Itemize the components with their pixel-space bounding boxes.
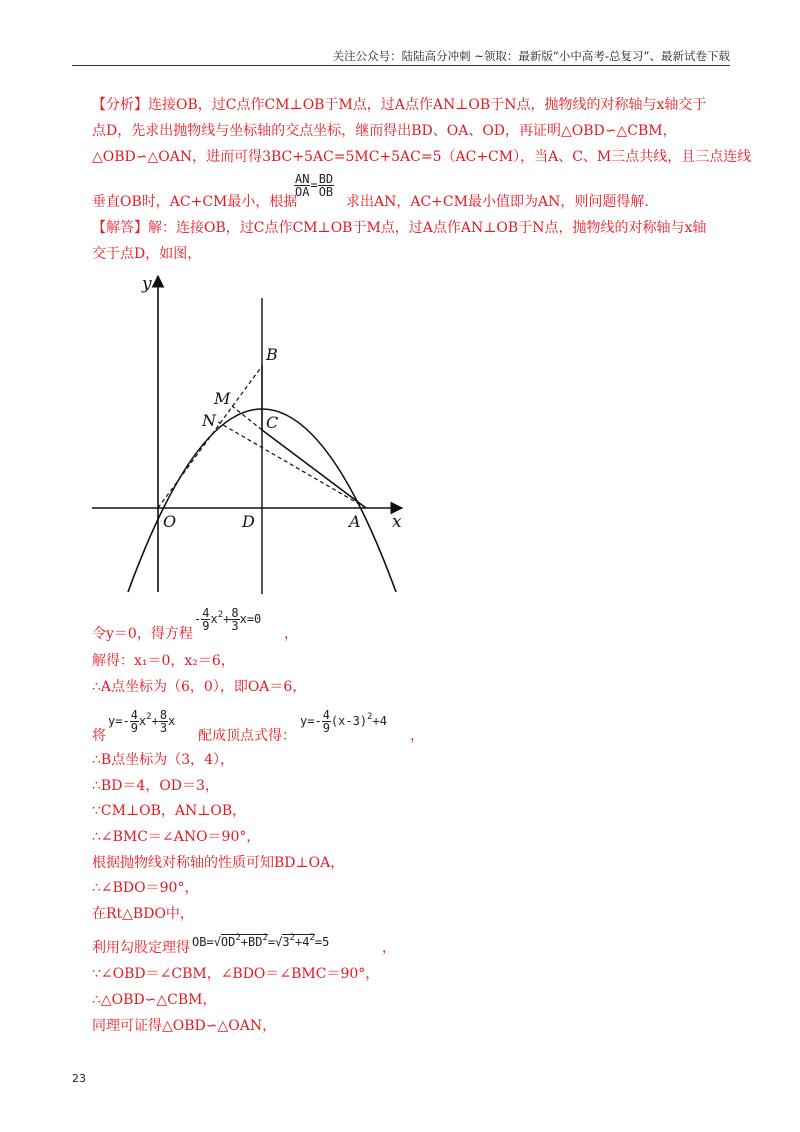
step-4-mid: 配成顶点式得： xyxy=(198,728,296,744)
equation-pythagorean: $OB=√OD^2+BD^2=√3^2+4^2=5$ xyxy=(192,933,330,949)
label-d: D xyxy=(242,512,255,531)
step-3: ∴A点坐标为（6，0），即OA＝6， xyxy=(92,679,307,695)
step-5: ∴B点坐标为（3，4）， xyxy=(92,752,235,768)
label-a: A xyxy=(349,512,361,531)
step-12-pre: 利用勾股定理得 xyxy=(92,940,190,956)
step-15: 同理可证得△OBD∽△OAN， xyxy=(92,1018,277,1034)
label-b: B xyxy=(266,345,278,364)
equation-vertex-form: y=- $\frac{4}{9}$ $(x-3)^2+4$ xyxy=(300,708,387,735)
fraction-bd-ob: $\frac{BD}{OB}$ xyxy=(318,172,334,199)
step-4-pre: 将 xyxy=(92,728,106,744)
step-6: ∴BD＝4，OD＝3， xyxy=(92,778,219,794)
label-c: C xyxy=(266,413,279,432)
segment-ca xyxy=(262,430,366,508)
step-4-post: ， xyxy=(410,728,424,744)
step-8: ∴∠BMC＝∠ANO＝90°， xyxy=(92,829,261,845)
header-rule xyxy=(72,65,730,66)
step-9: 根据抛物线对称轴的性质可知BD⊥OA， xyxy=(92,855,345,871)
label-y: y xyxy=(142,274,152,294)
step-2: 解得：x₁＝0，x₂＝6， xyxy=(92,653,235,669)
analysis-line-4a: 垂直OB时，AC+CM最小，根据 xyxy=(92,194,298,210)
equation-quadratic: - $\frac{4}{9}$ $x^2+$ $\frac{8}{3}$ x=0 xyxy=(194,606,262,633)
step-11: 在Rt△BDO中， xyxy=(92,906,194,922)
step-1-text: 令y＝0，得方程 xyxy=(92,626,193,642)
solution-line-2: 交于点D，如图， xyxy=(92,246,202,262)
label-m: M xyxy=(214,389,231,408)
equation-standard-form: y=- $\frac{4}{9}$ $x^2+$ $\frac{8}{3}$ x xyxy=(108,708,176,735)
analysis-fraction-formula: $\frac{AN}{OA}$ = $\frac{BD}{OB}$ xyxy=(295,172,334,199)
step-12-post: ， xyxy=(382,940,396,956)
step-10: ∴∠BDO＝90°， xyxy=(92,880,199,896)
solution-line-1: 【解答】解：连接OB，过C点作CM⊥OB于M点，过A点作AN⊥OB于N点，抛物线的对称轴与x轴 xyxy=(92,220,707,236)
analysis-line-4b: 求出AN，AC+CM最小值即为AN，则问题得解. xyxy=(346,194,649,210)
step-13: ∵∠OBD＝∠CBM，∠BDO＝∠BMC＝90°， xyxy=(92,966,380,982)
analysis-line-1: 【分析】连接OB，过C点作CM⊥OB于M点，过A点作AN⊥OB于N点，抛物线的对称轴与x轴交于 xyxy=(92,97,707,113)
parabola-figure xyxy=(88,268,418,598)
label-n: N xyxy=(202,411,216,430)
segment-an xyxy=(218,422,366,508)
label-x: x xyxy=(392,512,402,532)
analysis-line-3: △OBD∽△OAN，进而可得3BC+5AC=5MC+5AC=5（AC+CM），当A、C、M三点共线，且三点连线 xyxy=(92,149,752,165)
page-number: 23 xyxy=(72,1072,86,1085)
page-header: 关注公众号：陆陆高分冲刺 ~领取：最新版“小中高考-总复习”、最新试卷下载 xyxy=(332,49,730,63)
step-14: ∴△OBD∽△CBM， xyxy=(92,992,217,1008)
step-1-post: ， xyxy=(284,626,298,642)
analysis-line-2: 点D，先求出抛物线与坐标轴的交点坐标，继而得出BD、OA、OD，再证明△OBD∽△CBM， xyxy=(92,123,677,139)
fraction-an-oa: $\frac{AN}{OA}$ xyxy=(295,172,310,199)
step-7: ∵CM⊥OB，AN⊥OB， xyxy=(92,803,247,819)
label-o: O xyxy=(163,512,177,531)
